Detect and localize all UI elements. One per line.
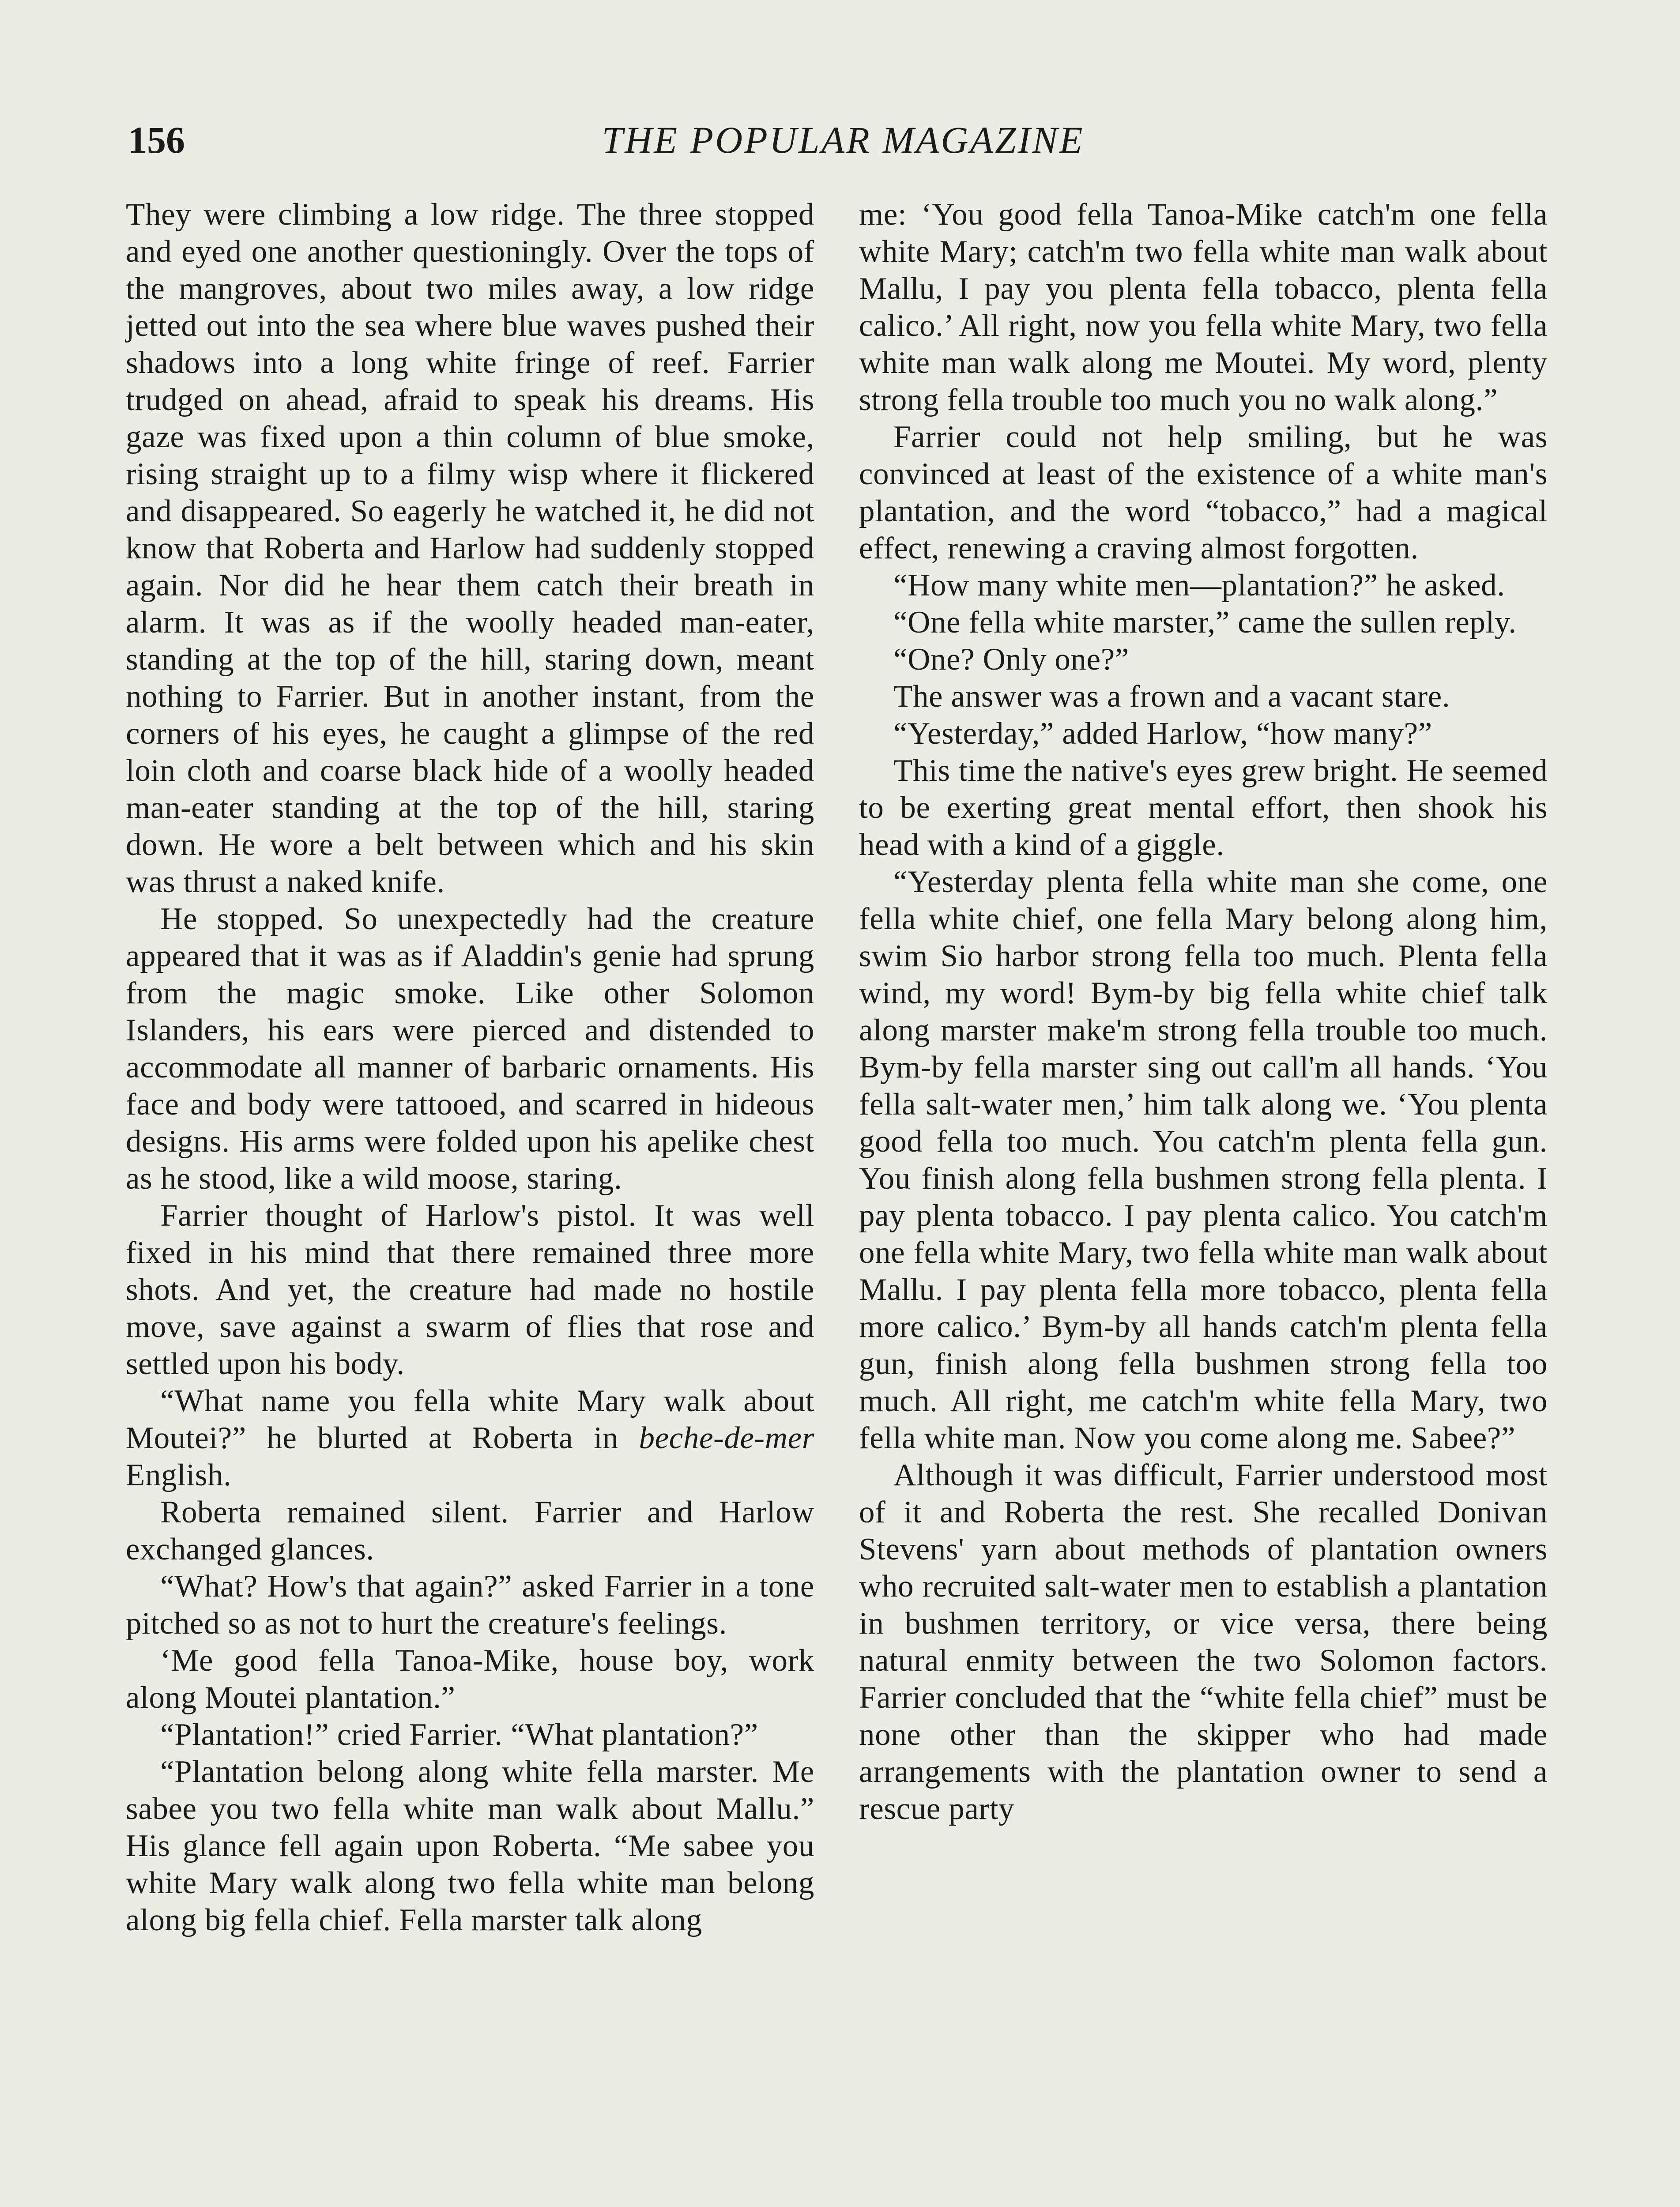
paragraph — [126, 1382, 814, 1494]
paragraph: Roberta remained silent. Farrier and Harlow exchanged glances. — [126, 1495, 814, 1567]
paragraph: “Plantation belong along white fella marster. Me sabee you two fella white man walk about Mallu.” His glance fell again upon Roberta. “Me sabee you white Mary walk along two fella white man belong along big fella chief. Fella marster talk along — [126, 1755, 814, 1937]
paragraph: “Yesterday plenta fella white man she come, one fella white chief, one fella Mary belong along him, swim Sio harbor strong fella too much. Plenta fella wind, my word! Bym-by big fella white chief talk along marster make'm strong fella trouble too much. Bym-by fella marster sing out call'm all hands. ‘You fella salt-water men,’ him talk along we. ‘You plenta good fella too much. You catch'm plenta fella gun. You finish along fella bushmen strong fella plenta. I pay plenta tobacco. I pay plenta calico. You catch'm one fella white Mary, two fella white man walk about Mallu. I pay plenta fella more tobacco, plenta fella more calico.’ Bym-by all hands catch'm plenta fella gun, finish along fella bushmen strong fella too much. All right, me catch'm white fella Mary, two fella white man. Now you come along me. Sabee?” — [859, 865, 1548, 1455]
paragraph: “One? Only one?” — [893, 642, 1129, 677]
paragraph: Farrier could not help smiling, but he was convinced at least of the existence of a white man's plantation, and the word “tobacco,” had a magical effect, renewing a craving almost forgotten. — [859, 420, 1548, 565]
paragraph: He stopped. So unexpectedly had the creature appeared that it was as if Aladdin's genie had sprung from the magic smoke. Like other Solomon Islanders, his ears were pierced and distended to accommodate all manner of barbaric ornaments. His face and body were tattooed, and scarred in hideous designs. His arms were folded upon his apelike chest as he stood, like a wild moose, staring. — [126, 902, 814, 1196]
page-number: 156 — [128, 119, 185, 161]
page-header — [128, 116, 1558, 164]
paragraph: They were climbing a low ridge. The three stopped and eyed one another questioningly. Over the tops of the mangroves, about two miles away, a low ridge jetted out into the sea where blue waves pushed their shadows into a long white fringe of reef. Farrier trudged on ahead, afraid to speak his dreams. His gaze was fixed upon a thin column of blue smoke, rising straight up to a filmy wisp where it flickered and disappeared. So eagerly he watched it, he did not know that Roberta and Harlow had suddenly stopped again. Nor did he hear them catch their breath in alarm. It was as if the woolly headed man-eater, standing at the top of the hill, staring down, meant nothing to Farrier. But in another instant, from the corners of his eyes, he caught a glimpse of the red loin cloth and coarse black hide of a woolly headed man-eater standing at the top of the hill, staring down. He wore a belt between which and his skin was thrust a naked knife. — [126, 197, 814, 899]
dialogue-text: “What name you fella white Mary walk about Moutei?” he blurted at Roberta in — [126, 1384, 814, 1455]
left-column — [126, 196, 814, 1939]
italic-term: beche-de-mer — [639, 1421, 815, 1455]
magazine-title: THE POPULAR MAGAZINE — [602, 119, 1085, 161]
paragraph: “One fella white marster,” came the sullen reply. — [893, 605, 1517, 640]
paragraph: ‘Me good fella Tanoa-Mike, house boy, work along Moutei plantation.” — [126, 1643, 814, 1715]
paragraph: “How many white men—plantation?” he asked. — [893, 568, 1505, 603]
paragraph: Farrier thought of Harlow's pistol. It was well fixed in his mind that there remained three more shots. And yet, the creature had made no hostile move, save against a swarm of flies that rose and settled upon his body. — [126, 1198, 814, 1381]
paragraph: “What? How's that again?” asked Farrier in a tone pitched so as not to hurt the creature's feelings. — [126, 1569, 814, 1641]
paragraph: This time the native's eyes grew bright. He seemed to be exerting great mental effort, then shook his head with a kind of a giggle. — [859, 753, 1548, 862]
dialogue-text-end: English. — [126, 1458, 232, 1492]
paragraph: The answer was a frown and a vacant stare. — [893, 679, 1450, 714]
paragraph: “Yesterday,” added Harlow, “how many?” — [893, 716, 1432, 751]
paragraph: Although it was difficult, Farrier understood most of it and Roberta the rest. She recalled Donivan Stevens' yarn about methods of plantation owners who recruited salt-water men to establish a plantation in bushmen territory, or vice versa, there being natural enmity between the two Solomon factors. Farrier concluded that the “white fella chief” must be none other than the skipper who had made arrangements with the plantation owner to send a rescue party — [859, 1458, 1548, 1826]
paragraph: “Plantation!” cried Farrier. “What plantation?” — [160, 1717, 758, 1752]
right-column — [859, 196, 1548, 1827]
paragraph: me: ‘You good fella Tanoa-Mike catch'm one fella white Mary; catch'm two fella white man walk about Mallu, I pay you plenta fella tobacco, plenta fella calico.’ All right, now you fella white Mary, two fella white man walk along me Moutei. My word, plenty strong fella trouble too much you no walk along.” — [859, 197, 1548, 417]
